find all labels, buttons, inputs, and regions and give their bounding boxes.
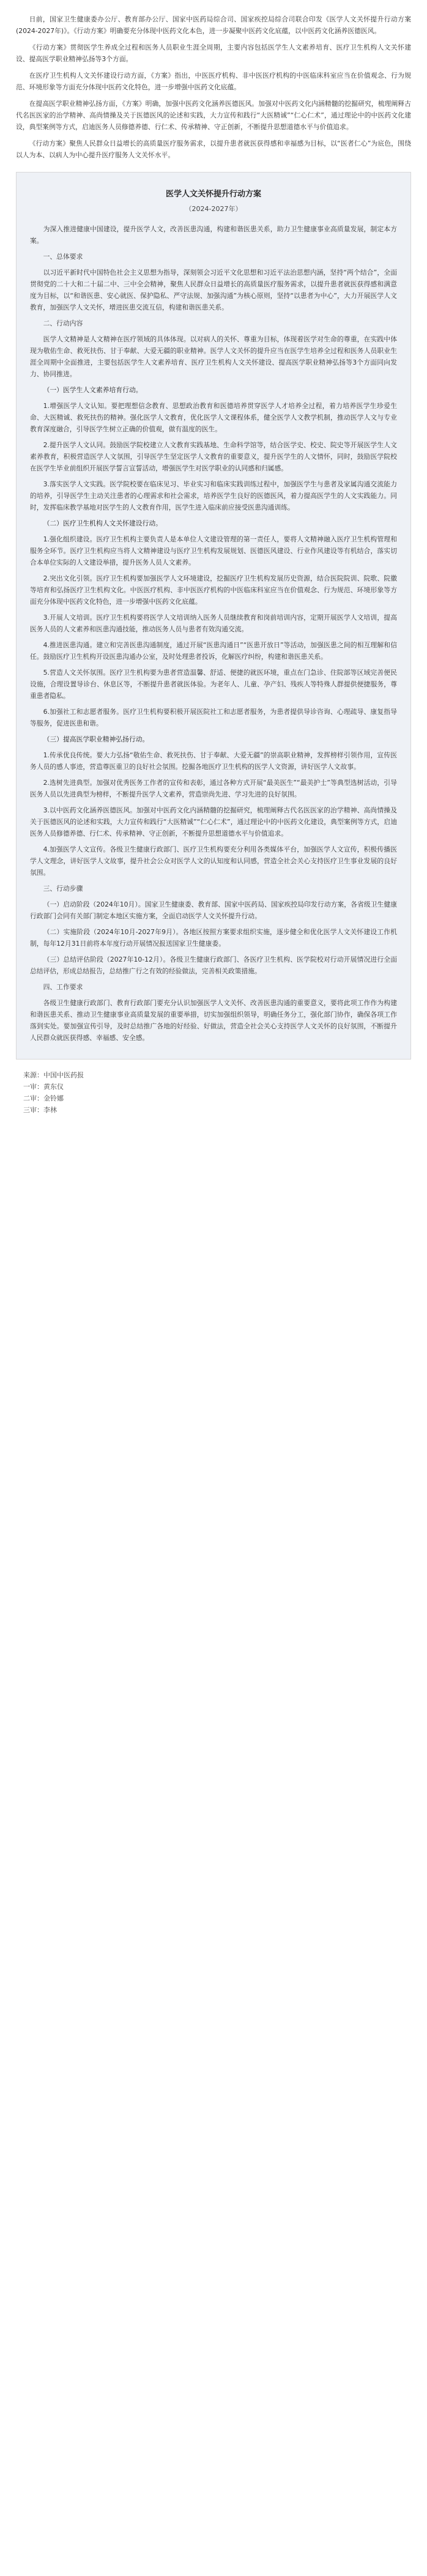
document-paragraph: 2.选树先进典型。加强对优秀医务工作者的宣传和表彰，通过各种方式开展“最美医生”“最美护士”等典型选树活动，引导医务人员以先进典型为榜样，不断提升医学人文素养，营造崇尚先进、学习先进的良好氛围。 — [30, 779, 397, 798]
document-paragraph: 各级卫生健康行政部门、教育行政部门要充分认识加强医学人文关怀、改善医患沟通的重要意义，要将此项工作作为构建和谐医患关系、推动卫生健康事业高质量发展的重要举措，切实加强组织领导，明确任务分工，强化部门协作，确保各项工作落到实处。要加强宣传引导，及时总结推广各地的好经验、好做法，营造全社会关心支持医学人文关怀的良好氛围，不断提升人民群众就医获得感、幸福感、安全感。 — [30, 999, 397, 1042]
document-paragraph: 4.加强医学人文宣传。各级卫生健康行政部门、医疗卫生机构要充分利用各类媒体平台，加强医学人文宣传，积极传播医学人文理念，讲好医学人文故事，提升社会公众对医学人文的认知度和认同感，营造全社会关心支持医疗卫生事业发展的良好氛围。 — [30, 845, 397, 877]
intro-paragraph: 在提高医学职业精神弘扬方面，《方案》明确，加强中医药文化涵养医德医风。加强对中医药文化内涵精髓的挖掘研究，梳理阐释古代名医医家的治学精神、高尚情操及关于医德医风的论述和实践，大力宣传和践行“大医精诚”“仁心仁术”，通过理论中的中医药文化建设，典型案例等方式，启迪医务人员修德养德、行仁术、传承精神、守正创新，不断提升思想道德水平与价值追求。 — [16, 100, 411, 131]
document-paragraph: 3.开展人文培训。医疗卫生机构要将医学人文培训纳入医务人员继续教育和岗前培训内容，定期开展医学人文培训，提高医务人员的人文素养和医患沟通技能，推动医务人员与患者有效沟通交流。 — [30, 614, 397, 633]
document-title: 医学人文关怀提升行动方案 — [165, 190, 261, 199]
section-heading: 二、行动内容 — [43, 319, 83, 327]
section-heading: 三、行动步骤 — [43, 885, 83, 893]
document-paragraph: （二）实施阶段（2024年10月-2027年9月）。各地区按照方案要求组织实施，逐步健全和优化医学人文关怀建设工作机制，每年12月31日前将本年度行动开展情况报送国家卫生健康委。 — [30, 928, 397, 948]
section-heading: 一、总体要求 — [43, 253, 83, 261]
document-paragraph: 4.推进医患沟通。建立和完善医患沟通制度，通过开展“医患沟通日”“医患开放日”等活动，加强医患之间的相互理解和信任。鼓励医疗卫生机构开设医患沟通办公室，及时处理患者投诉，化解医疗纠纷，构建和谐医患关系。 — [30, 641, 397, 661]
document-paragraph: 3.以中医药文化涵养医德医风。加强对中医药文化内涵精髓的挖掘研究，梳理阐释古代名医医家的治学精神、高尚情操及关于医德医风的论述和实践，大力宣传和践行“大医精诚”“仁心仁术”，通过理论中的中医药文化建设，典型案例等方式，启迪医务人员修德养德、行仁术、传承精神、守正创新，不断提升思想道德水平与价值追求。 — [30, 806, 397, 837]
intro-paragraph: 《行动方案》贯彻医学生养成全过程和医务人员职业生涯全周期，主要内容包括医学生人文素养培育、医疗卫生机构人文关怀建设、提高医学职业精神弘扬等3个方面。 — [16, 43, 411, 63]
document-paragraph: 1.传承优良传统。要大力弘扬“敬佑生命、救死扶伤、甘于奉献、大爱无疆”的崇高职业精神，发挥榜样引领作用，宣传医务人员的感人事迹，营造尊医重卫的良好社会氛围。挖掘各地医疗卫生机构的医学人文资源，讲好医学人文故事。 — [30, 751, 397, 771]
document-paragraph: 3.落实医学人文实践。医学院校要在临床见习、毕业实习和临床实践训练过程中，加强医学生与患者及家属沟通交流能力的培养，引导医学生主动关注患者的心理需求和社会需求，培养医学生良好的医德医风，着力提高医学生的人文实践能力。同时，发挥临床教学基地对医学生的人文教育作用，医学生进入临床前应接受医患沟通训练。 — [30, 480, 397, 511]
intro-paragraph: 在医疗卫生机构人文关怀建设行动方面，《方案》指出，中医医疗机构、非中医医疗机构的中医临床科室应当在价值观念、行为规范、环境形象等方面充分体现中医药文化特色，进一步增强中医药文化底蕴。 — [16, 72, 411, 91]
document-body — [30, 223, 397, 1044]
document-paragraph: 2.突出文化引领。医疗卫生机构要加强医学人文环境建设，挖掘医疗卫生机构发展历史资源，结合医院院训、院歌、院徽等培育和弘扬医疗卫生机构文化。中医医疗机构、非中医医疗机构的中医临床科室应当在价值观念、行为规范、环境形象等方面充分体现中医药文化特色，进一步增强中医药文化底蕴。 — [30, 574, 397, 606]
document-box — [16, 172, 411, 1060]
document-paragraph: （一）启动阶段（2024年10月）。国家卫生健康委、教育部、国家中医药局、国家疾控局印发行动方案，各省级卫生健康行政部门会同有关部门制定本地区实施方案，全面启动医学人文关怀提升行动。 — [30, 900, 397, 920]
second-review-line: 二审：金铃娜 — [23, 1094, 64, 1102]
article-credits — [16, 1069, 411, 1116]
document-paragraph: 5.营造人文关怀氛围。医疗卫生机构要为患者营造温馨、舒适、便捷的就医环境，重点在门急诊、住院部等区域完善便民设施，合理设置导诊台、休息区等，不断提升患者就医体验。为老年人、儿童、孕产妇、残疾人等特殊人群提供便捷服务，尊重患者隐私。 — [30, 669, 397, 700]
first-review-line: 一审：黄东仪 — [23, 1083, 64, 1091]
document-paragraph: 医学人文精神是人文精神在医疗领域的具体体现。以对病人的关怀、尊重为目标，体现着医学对生命的尊重，在实践中体现为敬佑生命、救死扶伤、甘于奉献、大爱无疆的职业精神。医学人文关怀的提升应当在医学生培养全过程和医务人员职业生涯全周期中全面推进，主要包括医学生人文素养培育、医疗卫生机构人文关怀建设、提高医学职业精神弘扬等3个方面同向发力、协同推进。 — [30, 335, 397, 378]
document-subtitle: （2024-2027年） — [185, 205, 242, 213]
source-line: 来源：中国中医药报 — [23, 1071, 84, 1079]
document-paragraph: （三）总结评估阶段（2027年10-12月）。各级卫生健康行政部门、各医疗卫生机构、医学院校对行动开展情况进行全面总结评估，形成总结报告，总结推广行之有效的经验做法，完善相关政策措施。 — [30, 956, 397, 975]
subsection-heading: （二）医疗卫生机构人文关怀建设行动。 — [43, 519, 162, 527]
article-page — [0, 0, 427, 1116]
subsection-heading: （一）医学生人文素养培育行动。 — [43, 386, 143, 394]
intro-paragraph: 《行动方案》聚焦人民群众日益增长的高质量医疗服务需求，以提升患者就医获得感和幸福感为目标，以“医者仁心”为底色，围绕以人为本、以病人为中心提升医疗服务人文关怀水平。 — [16, 139, 411, 159]
intro-section — [16, 13, 411, 161]
document-paragraph: 为深入推进健康中国建设，提升医学人文，改善医患沟通，构建和谐医患关系，助力卫生健康事业高质量发展，制定本方案。 — [30, 225, 397, 245]
document-paragraph: 1.增强医学人文认知。要把理想信念教育、思想政治教育和医德培养贯穿医学人才培养全过程，着力培养医学生珍爱生命、大医精诚、救死扶伤的精神。强化医学人文教育，优化医学人文课程体系，健全医学人文教学机制，推动医学人文与专业教育深度融合，引导医学生树立正确的价值观，做有温度的医生。 — [30, 402, 397, 433]
subsection-heading: （三）提高医学职业精神弘扬行动。 — [43, 735, 149, 743]
intro-paragraph: 日前，国家卫生健康委办公厅、教育部办公厅、国家中医药局综合司、国家疾控局综合司联合印发《医学人文关怀提升行动方案(2024-2027年)》。《行动方案》明确要充分体现中医药文化本色，进一步凝聚中医药文化底蕴，以中医药文化涵养医德医风。 — [16, 15, 411, 35]
third-review-line: 三审：李林 — [23, 1106, 57, 1114]
section-heading: 四、工作要求 — [43, 983, 83, 991]
document-paragraph: 以习近平新时代中国特色社会主义思想为指导，深刻领会习近平文化思想和习近平法治思想内涵，坚持“两个结合”，全面贯彻党的二十大和二十届二中、三中全会精神，聚焦人民群众日益增长的高质量医疗服务需求，以提升患者就医获得感和满意度为目标，以“和谐医患、安心就医、保护隐私、严守法规、加强沟通”为核心原则，坚持“以患者为中心”，大力开展医学人文教育，加强医学人文关怀，增进医患交流互信，构建和谐医患关系。 — [30, 269, 397, 311]
document-paragraph: 2.提升医学人文认同。鼓励医学院校建立人文教育实践基地、生命科学馆等，结合医学史、校史、院史等开展医学生人文素养教育，积极营造医学人文氛围，引导医学生坚定医学人文教育的重要意义，提升医学生的人文情怀，同时，鼓励医学院校在医学生毕业前组织开展医学誓言宣誓活动，增强医学生对医学职业的认同感和归属感。 — [30, 441, 397, 472]
document-paragraph: 1.强化组织建设。医疗卫生机构主要负责人是本单位人文建设管理的第一责任人，要将人文精神融入医疗卫生机构管理和服务全环节。医疗卫生机构应当将人文精神建设与医疗卫生机构发展规划、医德医风建设、行业作风建设等有机结合，落实切合本单位实际的人文建设举措，提升医务人员人文素养。 — [30, 535, 397, 566]
document-paragraph: 6.加强社工和志愿者服务。医疗卫生机构要积极开展医院社工和志愿者服务，为患者提供导诊咨询、心理疏导、康复指导等服务，促进医患和谐。 — [30, 708, 397, 727]
